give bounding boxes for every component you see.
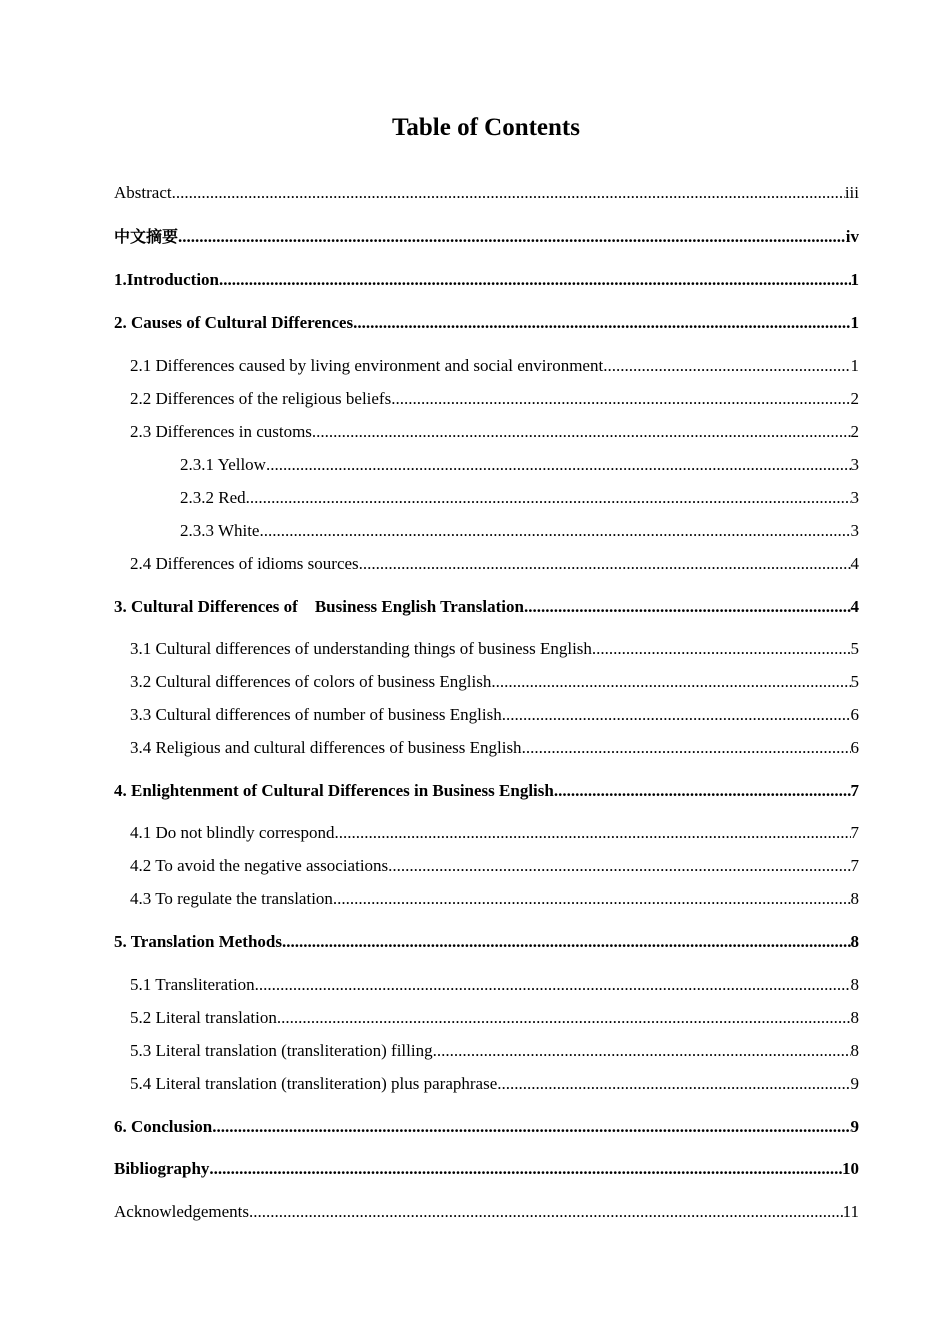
toc-entry-label: Abstract [114,183,172,202]
toc-entry-label: 2.1 Differences caused by living environment and social environment [130,356,604,375]
toc-entry-label: 4.3 To regulate the translation [130,889,333,908]
toc-entry-label: 5. Translation Methods [114,932,282,951]
toc-entry-label: 5.3 Literal translation (transliteration) filling [130,1041,433,1060]
toc-page-number: 8 [850,975,859,994]
toc-entry-label: 4. Enlightenment of Cultural Differences in Business English [114,781,554,800]
toc-entry-chapter-5[interactable] [114,931,859,953]
toc-entry-label: 3.4 Religious and cultural differences of business English [130,738,522,757]
toc-entry-label: 3.2 Cultural differences of colors of business English [130,672,492,691]
toc-entry-label: 2.3.2 Red [180,488,246,507]
toc-page-number: 4 [850,554,859,573]
toc-entry-2-1[interactable] [130,355,859,377]
toc-entry-label: 中文摘要 [114,227,179,246]
dot-leader [277,1007,851,1029]
dot-leader [312,421,851,443]
toc-entry-2-4[interactable] [130,553,859,575]
toc-entry-bibliography[interactable] [114,1158,859,1180]
dot-leader [353,312,850,334]
toc-page-number: 2 [850,389,859,408]
toc-entry-3-4[interactable] [130,737,859,759]
toc-entry-label: 5.2 Literal translation [130,1008,277,1027]
dot-leader [178,226,846,248]
toc-page-number: 1 [850,356,859,375]
toc-page-number: 8 [850,1041,859,1060]
toc-entry-label: 2.3.3 White [180,521,260,540]
toc-entry-label: 2. Causes of Cultural Differences [114,313,354,332]
toc-entry-label: 6. Conclusion [114,1117,213,1136]
toc-page-number: 8 [850,889,859,908]
toc-page-number: 4 [850,597,859,616]
dot-leader [522,737,851,759]
toc-entry-5-3[interactable] [130,1040,859,1062]
toc-page-number: 10 [842,1159,859,1178]
toc-entry-3-2[interactable] [130,671,859,693]
toc-page-number: 2 [850,422,859,441]
toc-entry-3-3[interactable] [130,704,859,726]
toc-entry-5-2[interactable] [130,1007,859,1029]
toc-page-number: iii [844,183,859,202]
toc-entry-2-3-2[interactable] [180,487,859,509]
dot-leader [255,974,851,996]
dot-leader [502,704,851,726]
toc-entry-label: 2.4 Differences of idioms sources [130,554,359,573]
toc-page-number: 1 [850,270,859,289]
dot-leader [282,931,851,953]
toc-page-number: 3 [850,488,859,507]
toc-page-number: 1 [850,313,859,332]
toc-page-number: 5 [850,639,859,658]
toc-page-number: 6 [850,705,859,724]
toc-page-number: 7 [850,823,859,842]
toc-entry-label: 5.4 Literal translation (transliteration) plus paraphrase [130,1074,498,1093]
toc-page-number: 7 [850,856,859,875]
toc-entry-2-3-3[interactable] [180,520,859,542]
dot-leader [334,822,850,844]
dot-leader [249,1201,843,1223]
dot-leader [259,520,850,542]
toc-entry-abstract[interactable] [114,182,859,204]
toc-entry-4-1[interactable] [130,822,859,844]
toc-entry-chinese-abstract[interactable] [114,226,859,248]
toc-page-number: 8 [850,1008,859,1027]
toc-entry-5-1[interactable] [130,974,859,996]
toc-entry-3-1[interactable] [130,638,859,660]
toc-entry-4-3[interactable] [130,888,859,910]
toc-page-number: 11 [842,1202,859,1221]
page-title: Table of Contents [392,114,580,141]
toc-page-number: 3 [850,455,859,474]
toc-page-number: 3 [850,521,859,540]
dot-leader [433,1040,851,1062]
dot-leader [333,888,851,910]
toc-entry-2-3[interactable] [130,421,859,443]
dot-leader [524,596,851,618]
toc-entry-acknowledgements[interactable] [114,1201,859,1223]
dot-leader [359,553,851,575]
dot-leader [246,487,851,509]
dot-leader [266,454,851,476]
toc-entry-label: 3. Cultural Differences of Business English Translation [114,597,524,616]
toc-entry-label: 1.Introduction [114,270,220,289]
dot-leader [592,638,851,660]
toc-entry-label: 2.2 Differences of the religious beliefs [130,389,392,408]
toc-entry-label: 4.1 Do not blindly correspond [130,823,335,842]
toc-page-number: iv [845,227,859,246]
dot-leader [554,780,851,802]
toc-entry-chapter-2[interactable] [114,312,859,334]
toc-page-number: 7 [850,781,859,800]
toc-entry-chapter-4[interactable] [114,780,859,802]
toc-entry-label: Acknowledgements [114,1202,250,1221]
toc-entry-2-2[interactable] [130,388,859,410]
toc-entry-chapter-3[interactable] [114,596,859,618]
toc-entry-label: 3.1 Cultural differences of understanding things of business English [130,639,592,658]
toc-entry-introduction[interactable] [114,269,859,291]
dot-leader [603,355,850,377]
toc-page-number: 9 [850,1074,859,1093]
dot-leader [388,855,850,877]
toc-entry-label: Bibliography [114,1159,210,1178]
dot-leader [172,182,845,204]
dot-leader [209,1158,842,1180]
toc-entry-label: 5.1 Transliteration [130,975,255,994]
dot-leader [219,269,850,291]
dot-leader [491,671,850,693]
dot-leader [212,1116,850,1138]
toc-page-number: 6 [850,738,859,757]
toc-entry-4-2[interactable] [130,855,859,877]
toc-entry-label: 2.3.1 Yellow [180,455,266,474]
toc-entry-5-4[interactable] [130,1073,859,1095]
toc-page-number: 9 [850,1117,859,1136]
toc-entry-label: 4.2 To avoid the negative associations [130,856,389,875]
dot-leader [391,388,850,410]
toc-entry-label: 2.3 Differences in customs [130,422,312,441]
toc-page-number: 5 [850,672,859,691]
toc-entry-label: 3.3 Cultural differences of number of business English [130,705,502,724]
toc-entry-conclusion[interactable] [114,1116,859,1138]
toc-page-number: 8 [850,932,859,951]
toc-entry-2-3-1[interactable] [180,454,859,476]
dot-leader [497,1073,850,1095]
